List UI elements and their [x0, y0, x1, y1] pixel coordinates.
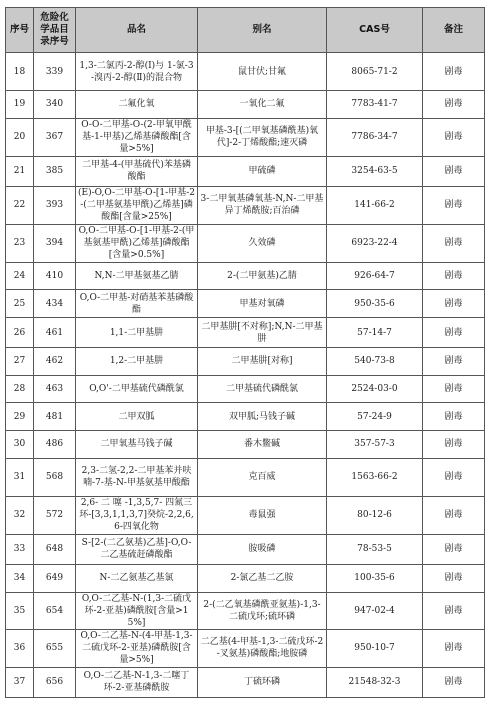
hazardous-chemicals-table	[5, 7, 485, 698]
row-cas: 7786-34-7	[327, 118, 423, 156]
table-row	[6, 53, 485, 91]
row-cas: 3254-63-5	[327, 156, 423, 186]
row-catalog-no: 463	[34, 375, 76, 403]
row-remark: 剧毒	[423, 224, 485, 262]
table-row	[6, 262, 485, 290]
table-row	[6, 91, 485, 119]
table-row	[6, 186, 485, 224]
table-row	[6, 118, 485, 156]
row-seq: 34	[6, 564, 34, 592]
table-row	[6, 496, 485, 534]
row-alias: 二乙基(4-甲基-1,3-二硫戊环-2-叉氨基)磷酸酯;地胺磷	[198, 629, 327, 667]
row-catalog-no: 486	[34, 431, 76, 459]
row-alias: 克百威	[198, 458, 327, 496]
row-name: N-二乙氨基乙基氯	[76, 564, 198, 592]
row-seq: 20	[6, 118, 34, 156]
row-catalog-no: 340	[34, 91, 76, 119]
row-remark: 剧毒	[423, 290, 485, 318]
row-alias: 双甲胍;马钱子碱	[198, 403, 327, 431]
row-name: 2,3-二氢-2,2-二甲基苯并呋喃-7-基-N-甲基氨基甲酸酯	[76, 458, 198, 496]
row-remark: 剧毒	[423, 667, 485, 697]
row-remark: 剧毒	[423, 91, 485, 119]
row-name: 1,3-二氯丙-2-醇(Ⅰ)与 1-氯-3-溴丙-2-醇(Ⅱ)的混合物	[76, 53, 198, 91]
row-alias: 一氧化二氟	[198, 91, 327, 119]
row-cas: 78-53-5	[327, 534, 423, 564]
row-remark: 剧毒	[423, 403, 485, 431]
row-remark: 剧毒	[423, 592, 485, 629]
table-row	[6, 318, 485, 348]
row-alias: 甲基-3-[(二甲氧基磷酰基)氧代]-2-丁烯酸酯;速灭磷	[198, 118, 327, 156]
row-cas: 2524-03-0	[327, 375, 423, 403]
row-name: O,O'-二甲基硫代磷酰氯	[76, 375, 198, 403]
row-cas: 57-14-7	[327, 318, 423, 348]
row-cas: 57-24-9	[327, 403, 423, 431]
header-cas: CAS号	[327, 8, 423, 53]
row-catalog-no: 572	[34, 496, 76, 534]
row-seq: 31	[6, 458, 34, 496]
row-alias: 二甲基肼[对称]	[198, 348, 327, 376]
row-seq: 33	[6, 534, 34, 564]
row-seq: 37	[6, 667, 34, 697]
row-alias: 2-(二乙氧基磷酰亚氨基)-1,3-二硫戊环;硫环磷	[198, 592, 327, 629]
row-alias: 鼠甘伏;甘氟	[198, 53, 327, 91]
row-alias: 番木鳖碱	[198, 431, 327, 459]
row-catalog-no: 649	[34, 564, 76, 592]
row-catalog-no: 648	[34, 534, 76, 564]
table-row	[6, 403, 485, 431]
row-catalog-no: 481	[34, 403, 76, 431]
row-catalog-no: 367	[34, 118, 76, 156]
row-name: O,O-二乙基-N-(4-甲基-1,3-二硫戊环-2-亚基)磷酰胺[含量>5%]	[76, 629, 198, 667]
header-remark: 备注	[423, 8, 485, 53]
table-row	[6, 290, 485, 318]
row-name: O,O-二甲基-对硝基苯基磷酸酯	[76, 290, 198, 318]
row-name: O,O-二甲基-O-[1-甲基-2-(甲基氨基甲酰)乙烯基]磷酸酯[含量>0.5%]	[76, 224, 198, 262]
row-cas: 21548-32-3	[327, 667, 423, 697]
row-cas: 947-02-4	[327, 592, 423, 629]
row-name: 二甲氧基马钱子碱	[76, 431, 198, 459]
row-name: N,N-二甲基氨基乙腈	[76, 262, 198, 290]
row-remark: 剧毒	[423, 318, 485, 348]
row-name: (E)-O,O-二甲基-O-[1-甲基-2-(二甲基氨基甲酰)乙烯基]磷酸酯[含量>25%]	[76, 186, 198, 224]
row-seq: 36	[6, 629, 34, 667]
row-catalog-no: 656	[34, 667, 76, 697]
row-catalog-no: 339	[34, 53, 76, 91]
row-alias: 2-(二甲氨基)乙腈	[198, 262, 327, 290]
row-cas: 540-73-8	[327, 348, 423, 376]
table-row	[6, 375, 485, 403]
header-catalog-no: 危险化学品目录序号	[34, 8, 76, 53]
row-alias: 胺吸磷	[198, 534, 327, 564]
row-name: O-O-二甲基-O-(2-甲氧甲酰基-1-甲基)乙烯基磷酸酯[含量>5%]	[76, 118, 198, 156]
row-seq: 21	[6, 156, 34, 186]
row-seq: 35	[6, 592, 34, 629]
row-cas: 100-35-6	[327, 564, 423, 592]
row-seq: 24	[6, 262, 34, 290]
row-name: O,O-二乙基-N-(1,3-二硫戊环-2-亚基)磷酰胺[含量>15%]	[76, 592, 198, 629]
row-remark: 剧毒	[423, 534, 485, 564]
row-name: 1,1-二甲基肼	[76, 318, 198, 348]
row-remark: 剧毒	[423, 156, 485, 186]
table-row	[6, 534, 485, 564]
table-row	[6, 564, 485, 592]
header-row	[6, 8, 485, 53]
row-cas: 926-64-7	[327, 262, 423, 290]
row-catalog-no: 462	[34, 348, 76, 376]
row-remark: 剧毒	[423, 458, 485, 496]
table-row	[6, 592, 485, 629]
row-remark: 剧毒	[423, 262, 485, 290]
row-remark: 剧毒	[423, 431, 485, 459]
row-catalog-no: 394	[34, 224, 76, 262]
row-seq: 30	[6, 431, 34, 459]
row-alias: 2-氯乙基二乙胺	[198, 564, 327, 592]
header-alias: 别名	[198, 8, 327, 53]
row-cas: 950-35-6	[327, 290, 423, 318]
row-remark: 剧毒	[423, 564, 485, 592]
row-seq: 26	[6, 318, 34, 348]
row-alias: 二甲基硫代磷酰氯	[198, 375, 327, 403]
row-remark: 剧毒	[423, 118, 485, 156]
row-alias: 久效磷	[198, 224, 327, 262]
row-catalog-no: 434	[34, 290, 76, 318]
row-remark: 剧毒	[423, 496, 485, 534]
header-seq: 序号	[6, 8, 34, 53]
row-alias: 甲基对氧磷	[198, 290, 327, 318]
table-row	[6, 667, 485, 697]
row-seq: 27	[6, 348, 34, 376]
table-row	[6, 458, 485, 496]
table-row	[6, 431, 485, 459]
row-catalog-no: 410	[34, 262, 76, 290]
row-cas: 8065-71-2	[327, 53, 423, 91]
row-name: 二甲基-4-(甲基硫代)苯基磷酸酯	[76, 156, 198, 186]
row-catalog-no: 568	[34, 458, 76, 496]
row-name: 1,2-二甲基肼	[76, 348, 198, 376]
row-alias: 二甲基肼[不对称];N,N-二甲基肼	[198, 318, 327, 348]
row-seq: 29	[6, 403, 34, 431]
row-cas: 141-66-2	[327, 186, 423, 224]
row-catalog-no: 393	[34, 186, 76, 224]
row-remark: 剧毒	[423, 53, 485, 91]
row-seq: 22	[6, 186, 34, 224]
row-alias: 甲硫磷	[198, 156, 327, 186]
table-row	[6, 156, 485, 186]
header-name: 品名	[76, 8, 198, 53]
row-alias: 毒鼠强	[198, 496, 327, 534]
row-name: 二氟化氧	[76, 91, 198, 119]
row-cas: 1563-66-2	[327, 458, 423, 496]
row-name: O,O-二乙基-N-1,3-二噻丁环-2-亚基磷酰胺	[76, 667, 198, 697]
row-remark: 剧毒	[423, 629, 485, 667]
table-body	[6, 53, 485, 698]
row-cas: 6923-22-4	[327, 224, 423, 262]
row-catalog-no: 461	[34, 318, 76, 348]
row-remark: 剧毒	[423, 186, 485, 224]
row-seq: 23	[6, 224, 34, 262]
row-name: 二甲双胍	[76, 403, 198, 431]
row-cas: 357-57-3	[327, 431, 423, 459]
row-cas: 7783-41-7	[327, 91, 423, 119]
row-cas: 950-10-7	[327, 629, 423, 667]
table-row	[6, 629, 485, 667]
table-row	[6, 348, 485, 376]
row-seq: 18	[6, 53, 34, 91]
row-seq: 19	[6, 91, 34, 119]
row-alias: 丁硫环磷	[198, 667, 327, 697]
row-seq: 25	[6, 290, 34, 318]
row-name: S-[2-(二乙氨基)乙基]-O,O-二乙基硫赶磷酸酯	[76, 534, 198, 564]
row-catalog-no: 654	[34, 592, 76, 629]
row-alias: 3-二甲氧基磷氧基-N,N-二甲基异丁烯酰胺;百治磷	[198, 186, 327, 224]
row-name: 2,6- 二 噻 -1,3,5,7- 四氮三环-[3,3,1,1,3,7]癸烷-2,2,6,6-四氧化物	[76, 496, 198, 534]
row-remark: 剧毒	[423, 348, 485, 376]
row-seq: 28	[6, 375, 34, 403]
row-seq: 32	[6, 496, 34, 534]
table-row	[6, 224, 485, 262]
row-catalog-no: 385	[34, 156, 76, 186]
row-catalog-no: 655	[34, 629, 76, 667]
row-remark: 剧毒	[423, 375, 485, 403]
row-cas: 80-12-6	[327, 496, 423, 534]
